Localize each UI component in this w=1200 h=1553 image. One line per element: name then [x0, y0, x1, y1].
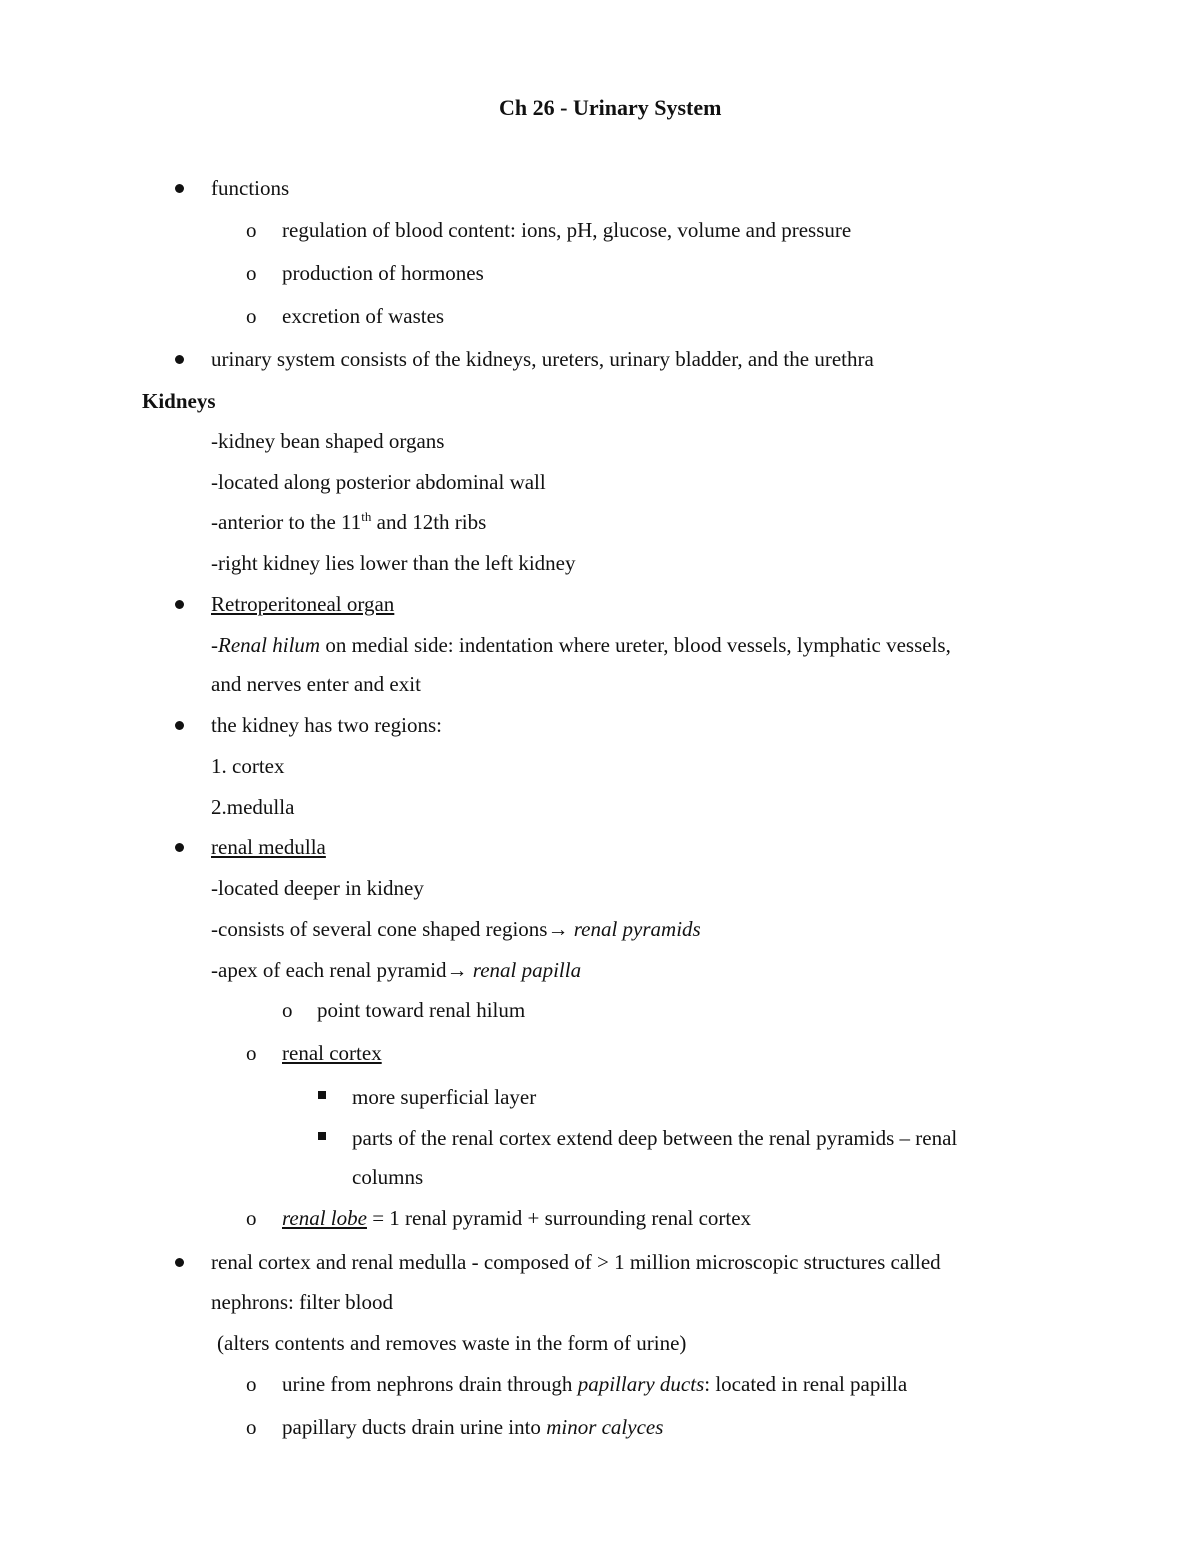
circle-bullet-icon: o — [246, 304, 257, 328]
circle-bullet-icon: o — [246, 218, 257, 242]
circle-bullet-icon: o — [246, 1415, 257, 1439]
renal-cortex-text: renal cortex — [282, 1041, 382, 1065]
minor-calyces-term: minor calyces — [546, 1415, 664, 1439]
arrow-icon: → — [446, 958, 468, 982]
kidney-line: -kidney bean shaped organs — [211, 429, 445, 453]
square-bullet-icon — [318, 1091, 326, 1099]
renal-lobe-line — [282, 1205, 751, 1231]
renal-medulla-label — [211, 834, 326, 860]
arrow-icon: → — [547, 917, 569, 941]
renal-hilum-line — [211, 632, 951, 658]
bullet-icon — [175, 1258, 184, 1267]
functions-label: functions — [211, 176, 290, 200]
function-item: production of hormones — [282, 261, 484, 285]
cortex-item-cont: columns — [352, 1165, 424, 1189]
ribs-text-pre: -anterior to the 11 — [211, 510, 362, 534]
dash: - — [211, 633, 218, 657]
regions-label: the kidney has two regions: — [211, 713, 442, 737]
nephrons-line: nephrons: filter blood — [211, 1290, 393, 1314]
nephrons-line: renal cortex and renal medulla - composed of > 1 million microscopic structures called — [211, 1250, 941, 1274]
page-title: Ch 26 - Urinary System — [499, 95, 722, 120]
bullet-icon — [175, 721, 184, 730]
circle-bullet-icon: o — [246, 261, 257, 285]
renal-lobe-text: = 1 renal pyramid + surrounding renal cortex — [366, 1206, 752, 1230]
kidneys-heading: Kidneys — [142, 389, 216, 413]
papillary-ducts-term: papillary ducts — [577, 1372, 705, 1396]
renal-medulla-text: renal medulla — [211, 835, 326, 859]
circle-bullet-icon: o — [246, 1372, 257, 1396]
papilla-text: -apex of each renal pyramid — [211, 958, 447, 982]
retroperitoneal-text: Retroperitoneal organ — [211, 592, 395, 616]
circle-bullet-icon: o — [246, 1206, 257, 1230]
kidney-line-ribs — [211, 509, 486, 535]
retroperitoneal-label — [211, 591, 394, 617]
system-parts-text: urinary system consists of the kidneys, ureters, urinary bladder, and the urethra — [211, 347, 874, 371]
medulla-line: -located deeper in kidney — [211, 876, 424, 900]
medulla-papilla-line — [211, 957, 581, 983]
bullet-icon — [175, 600, 184, 609]
renal-hilum-term: Renal hilum — [218, 633, 321, 657]
calyces-text: papillary ducts drain urine into — [282, 1415, 547, 1439]
kidney-line: -located along posterior abdominal wall — [211, 470, 546, 494]
function-item: regulation of blood content: ions, pH, glucose, volume and pressure — [282, 218, 852, 242]
cortex-item: more superficial layer — [352, 1085, 537, 1109]
bullet-icon — [175, 355, 184, 364]
circle-bullet-icon: o — [282, 998, 293, 1022]
medulla-pyramids-line — [211, 916, 701, 942]
bullet-icon — [175, 843, 184, 852]
ducts-line — [282, 1371, 907, 1397]
ducts-text-post: : located in renal papilla — [704, 1372, 908, 1396]
nephrons-line: (alters contents and removes waste in the form of urine) — [217, 1331, 687, 1355]
circle-bullet-icon: o — [246, 1041, 257, 1065]
ducts-text: urine from nephrons drain through — [282, 1372, 578, 1396]
region-medulla: 2.medulla — [211, 795, 295, 819]
cortex-item: parts of the renal cortex extend deep between the renal pyramids – renal — [352, 1126, 958, 1150]
ribs-text-post: and 12th ribs — [371, 510, 487, 534]
renal-papilla-term: renal papilla — [472, 958, 582, 982]
bullet-icon — [175, 184, 184, 193]
calyces-line — [282, 1414, 663, 1440]
pyramids-text: -consists of several cone shaped regions — [211, 917, 548, 941]
renal-pyramids-term: renal pyramids — [573, 917, 701, 941]
region-cortex: 1. cortex — [211, 754, 285, 778]
square-bullet-icon — [318, 1132, 326, 1140]
function-item: excretion of wastes — [282, 304, 445, 328]
renal-hilum-cont: and nerves enter and exit — [211, 672, 421, 696]
renal-hilum-text: on medial side: indentation where ureter, blood vessels, lymphatic vessels, — [320, 633, 951, 657]
ribs-superscript: th — [361, 509, 372, 524]
renal-cortex-label — [282, 1040, 382, 1066]
point-line: point toward renal hilum — [317, 998, 526, 1022]
renal-lobe-term: renal lobe — [282, 1206, 367, 1230]
kidney-line: -right kidney lies lower than the left kidney — [211, 551, 576, 575]
